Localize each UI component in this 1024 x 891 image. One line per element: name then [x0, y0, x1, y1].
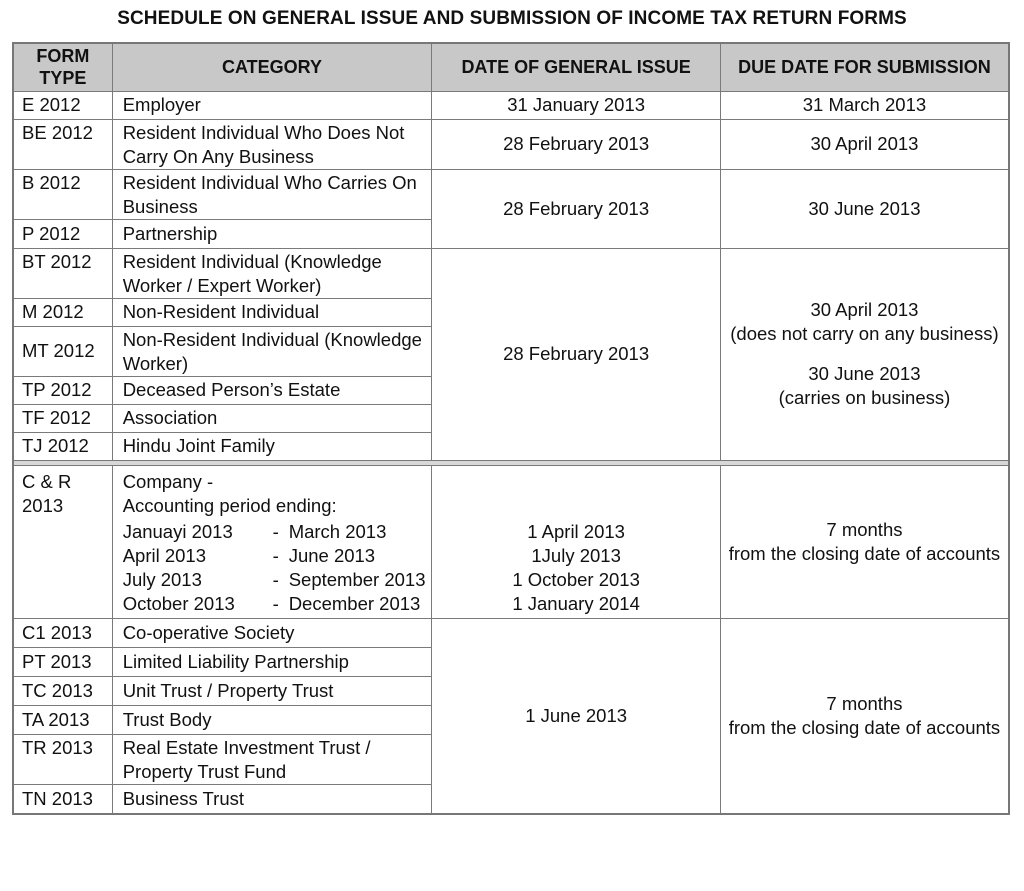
category-cell: Co-operative Society [112, 618, 432, 647]
table-row [13, 169, 1009, 219]
accounting-periods [123, 520, 432, 616]
period-from: April 2013 [122, 544, 206, 566]
form-type-cell: M 2012 [13, 298, 112, 326]
issue-date-line: 1 January 2014 [512, 592, 640, 614]
form-type-cell: TF 2012 [13, 404, 112, 432]
form-type-cell: E 2012 [13, 91, 112, 119]
issue-date-line: 1 October 2013 [512, 568, 640, 590]
category-line: Non-Resident Individual (Knowledge [122, 328, 422, 350]
category-cell [112, 119, 432, 169]
issue-date-cell: 28 February 2013 [432, 119, 721, 169]
category-cell [112, 326, 432, 376]
category-line: Real Estate Investment Trust / [122, 736, 371, 758]
due-date-cell [720, 248, 1009, 460]
page-title: SCHEDULE ON GENERAL ISSUE AND SUBMISSION OF INCOME TAX RETURN FORMS [117, 8, 907, 29]
table-row [13, 618, 1009, 647]
category-line: Worker / Expert Worker) [122, 274, 322, 296]
category-cell: Association [112, 404, 432, 432]
form-type-cell: TJ 2012 [13, 432, 112, 460]
due-date-line: (carries on business) [778, 387, 951, 408]
header-issue-date: DATE OF GENERAL ISSUE [432, 43, 721, 91]
due-date-line: 7 months [826, 692, 903, 714]
schedule-table [12, 42, 1010, 815]
period-to: December 2013 [288, 592, 421, 614]
period-dash: - [272, 520, 279, 542]
issue-date-line: 1 April 2013 [527, 520, 625, 542]
form-type-cell [13, 465, 112, 618]
category-line: Resident Individual Who Does Not [122, 121, 405, 143]
issue-date-cell: 28 February 2013 [432, 169, 721, 248]
due-date-line: 30 June 2013 [808, 363, 921, 384]
form-type-cell: TP 2012 [13, 376, 112, 404]
category-cell: Trust Body [112, 705, 432, 734]
form-type-line: 2013 [22, 494, 64, 516]
period-from: October 2013 [122, 592, 235, 614]
category-line: Carry On Any Business [122, 145, 314, 167]
header-form-type [13, 43, 112, 91]
header-form-type-line2: TYPE [39, 68, 87, 89]
form-type-cell: TN 2013 [13, 784, 112, 814]
category-line: Company - [122, 470, 214, 492]
form-type-cell: C1 2013 [13, 618, 112, 647]
issue-date-cell: 1 June 2013 [432, 618, 721, 814]
form-type-cell: BE 2012 [13, 119, 112, 169]
form-type-line: C & R [22, 470, 72, 492]
issue-date-cell: 31 January 2013 [432, 91, 721, 119]
due-date-cell: 31 March 2013 [720, 91, 1009, 119]
period-to: March 2013 [288, 520, 387, 542]
category-cell: Partnership [112, 219, 432, 248]
period-to: June 2013 [288, 544, 376, 566]
due-date-line: 30 April 2013 [810, 299, 919, 320]
category-cell: Business Trust [112, 784, 432, 814]
table-row [13, 119, 1009, 169]
category-cell: Deceased Person’s Estate [112, 376, 432, 404]
table-row [13, 91, 1009, 119]
category-line: Worker) [122, 352, 189, 374]
issue-date-line: 1July 2013 [531, 544, 621, 566]
issue-date-cell [432, 465, 721, 618]
category-cell: Non-Resident Individual [112, 298, 432, 326]
category-line: Accounting period ending: [122, 494, 337, 516]
period-dash: - [272, 568, 279, 590]
period-from: July 2013 [122, 568, 202, 590]
form-type-cell: PT 2013 [13, 647, 112, 676]
category-cell: Employer [112, 91, 432, 119]
category-line: Resident Individual Who Carries On [122, 171, 417, 193]
form-type-cell: TC 2013 [13, 676, 112, 705]
due-date-cell: 30 June 2013 [720, 169, 1009, 248]
category-cell [112, 248, 432, 298]
form-type-cell: BT 2012 [13, 248, 112, 298]
due-date-line: from the closing date of accounts [728, 716, 1001, 738]
category-cell: Hindu Joint Family [112, 432, 432, 460]
form-type-cell: MT 2012 [13, 326, 112, 376]
due-date-line: from the closing date of accounts [728, 542, 1001, 564]
due-date-line: (does not carry on any business) [730, 323, 999, 344]
category-cell [112, 734, 432, 784]
due-date-cell [720, 618, 1009, 814]
category-line: Business [122, 195, 198, 217]
header-form-type-line1: FORM [36, 46, 90, 67]
category-cell [112, 169, 432, 219]
form-type-cell: B 2012 [13, 169, 112, 219]
period-to: September 2013 [288, 568, 426, 590]
period-dash: - [272, 592, 279, 614]
due-date-line: 7 months [826, 518, 903, 540]
form-type-cell: TA 2013 [13, 705, 112, 734]
period-dash: - [272, 544, 279, 566]
table-row [13, 465, 1009, 618]
form-type-cell: TR 2013 [13, 734, 112, 784]
due-date-cell: 30 April 2013 [720, 119, 1009, 169]
category-line: Property Trust Fund [122, 760, 287, 782]
category-line: Resident Individual (Knowledge [122, 250, 382, 272]
table-row [13, 248, 1009, 298]
category-cell: Unit Trust / Property Trust [112, 676, 432, 705]
period-from: Januayi 2013 [122, 520, 233, 542]
due-date-cell [720, 465, 1009, 618]
category-cell: Limited Liability Partnership [112, 647, 432, 676]
header-due-date: DUE DATE FOR SUBMISSION [720, 43, 1009, 91]
issue-date-cell: 28 February 2013 [432, 248, 721, 460]
form-type-cell: P 2012 [13, 219, 112, 248]
category-cell [112, 465, 432, 618]
header-category: CATEGORY [112, 43, 432, 91]
